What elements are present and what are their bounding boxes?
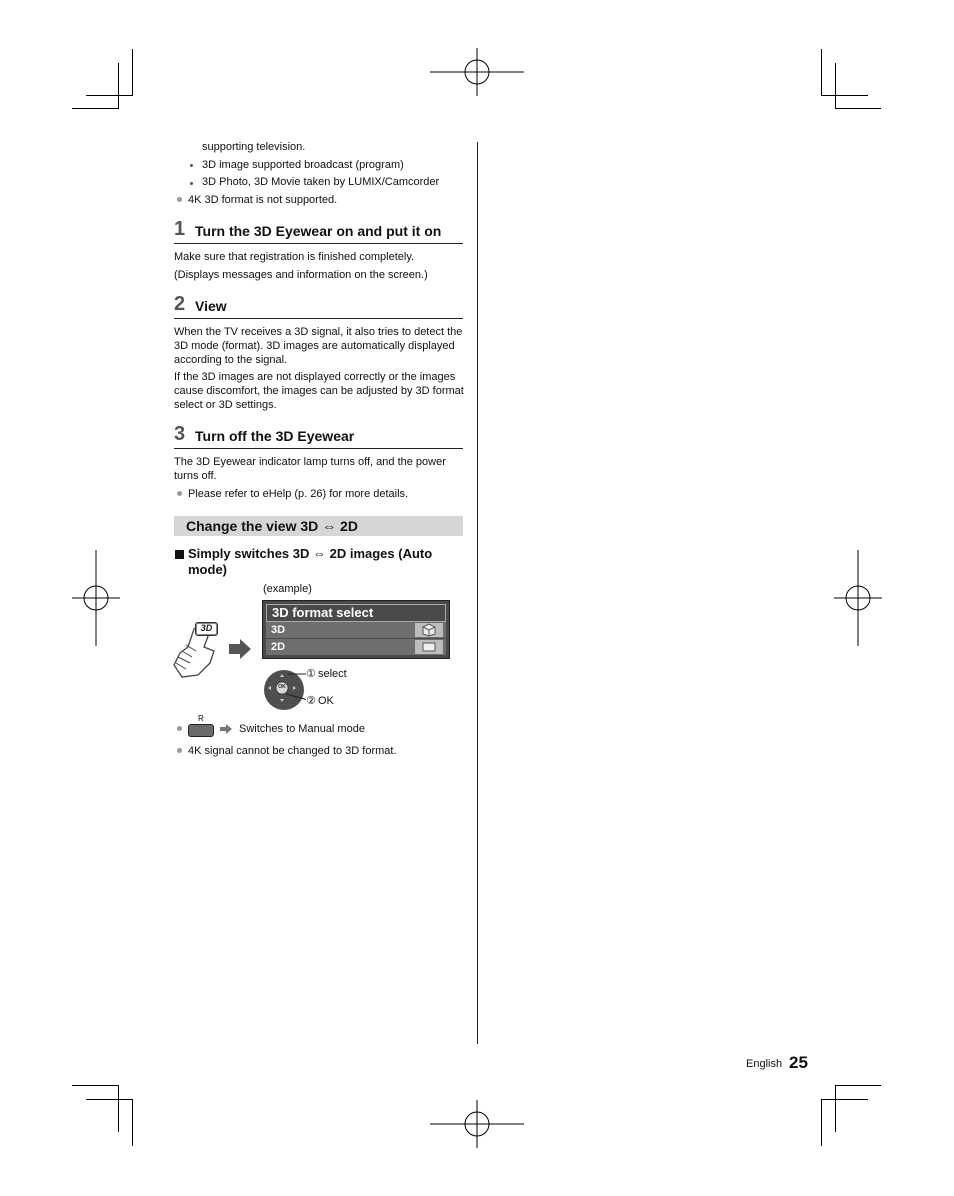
intro-bullet-2: 3D Photo, 3D Movie taken by LUMIX/Camcorder (202, 176, 440, 188)
step-2-title: View (195, 298, 227, 314)
red-button[interactable] (188, 724, 214, 737)
tv-menu-title: 3D format select (272, 605, 374, 620)
registration-target-right (834, 550, 882, 646)
remote-3d-button[interactable] (195, 622, 218, 636)
step-2-number: 2 (174, 293, 186, 315)
column-divider (477, 142, 478, 1044)
section-title: Change the view 3D ⇔ 2D (186, 518, 358, 534)
step-ok-number: ② (306, 695, 316, 707)
3d-cube-icon (415, 623, 443, 637)
ok-button-label: OK (278, 684, 286, 690)
tv-menu-panel (262, 600, 450, 659)
step-3-rule (174, 448, 463, 449)
note-bullet (177, 491, 182, 496)
note-bullet (177, 726, 182, 731)
bullet-marker (190, 182, 193, 185)
remote-3d-button-label: 3D (200, 623, 213, 633)
tv-menu-option-3d-label: 3D (271, 624, 286, 636)
2d-flat-icon (415, 640, 443, 654)
registration-target-bottom (430, 1100, 524, 1148)
bullet-marker (190, 164, 193, 167)
step-1-rule (174, 243, 463, 244)
tv-menu-option-2d[interactable] (266, 639, 446, 655)
step-3-title: Turn off the 3D Eyewear (195, 428, 355, 444)
note-bullet (177, 748, 182, 753)
step-2-rule (174, 318, 463, 319)
right-arrow-icon (229, 639, 251, 659)
note-bullet (177, 197, 182, 202)
step-2-text-1: When the TV receives a 3D signal, it also tries to detect the 3D mode (format). 3D images are automatically displayed according to the signal. (174, 326, 463, 366)
step-select-number: ① (306, 668, 316, 680)
subheading: Simply switches 3D ⇔ 2D images (Auto mode) (188, 546, 433, 577)
step-select-label: select (318, 668, 347, 680)
square-bullet (175, 550, 184, 559)
4k-note: 4K signal cannot be changed to 3D format. (188, 745, 397, 757)
red-button-key-label: R (198, 714, 204, 723)
step-3-note: Please refer to eHelp (p. 26) for more details. (188, 488, 409, 500)
step-1-title: Turn the 3D Eyewear on and put it on (195, 223, 442, 239)
small-right-arrow-icon (220, 724, 232, 734)
intro-bullet-1: 3D image supported broadcast (program) (202, 159, 404, 171)
step-1-number: 1 (174, 218, 186, 240)
manual-mode-note: Switches to Manual mode (239, 723, 365, 735)
tv-menu-option-2d-label: 2D (271, 641, 286, 653)
step-1-text-2: (Displays messages and information on the screen.) (174, 269, 428, 281)
directional-pad-icon[interactable] (262, 668, 306, 712)
example-label: (example) (263, 583, 312, 595)
step-ok-label: OK (318, 695, 334, 707)
step-3-text-1: The 3D Eyewear indicator lamp turns off, and the power turns off. (174, 456, 446, 482)
registration-target-top (430, 48, 524, 96)
footer-language: English (746, 1058, 783, 1070)
tv-menu-option-3d[interactable] (266, 622, 446, 638)
step-3-number: 3 (174, 423, 186, 445)
registration-target-left (72, 550, 120, 646)
intro-continued-text: supporting television. (202, 141, 306, 153)
page-number: 25 (789, 1053, 808, 1072)
step-2-text-2: If the 3D images are not displayed correctly or the images cause discomfort, the images can be adjusted by 3D format select or 3D settings. (174, 371, 464, 411)
step-1-text-1: Make sure that registration is finished completely. (174, 251, 415, 263)
intro-note: 4K 3D format is not supported. (188, 194, 338, 206)
